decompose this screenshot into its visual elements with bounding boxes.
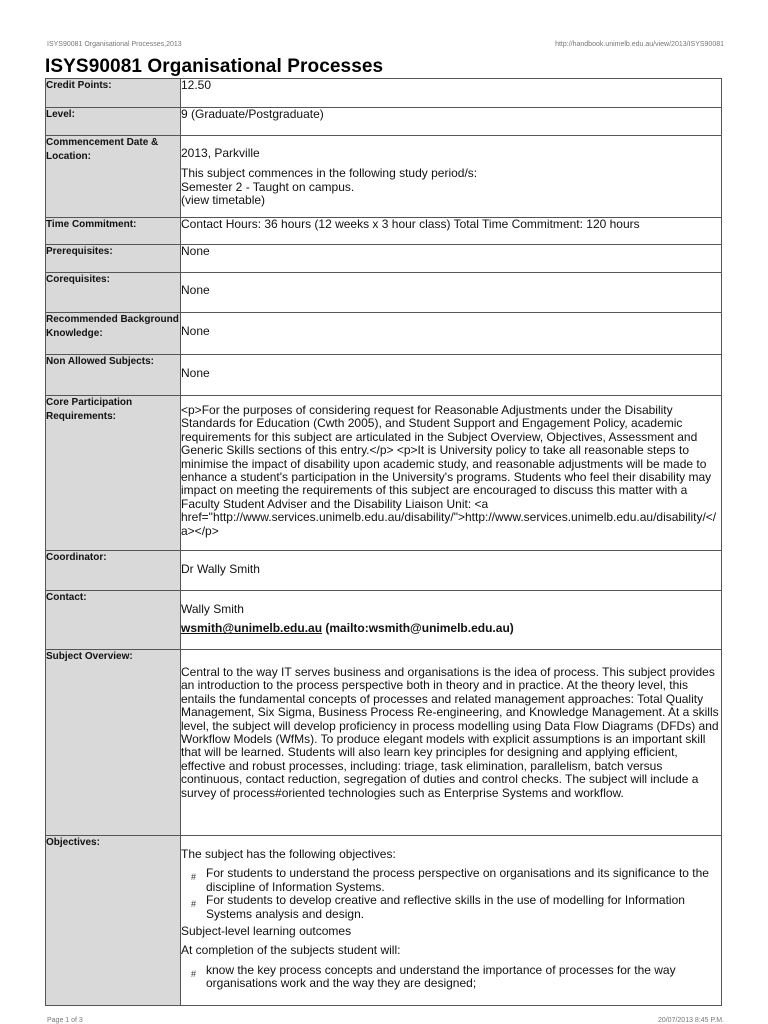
commencement-semester: Semester 2 - Taught on campus.: [181, 179, 355, 194]
hash-bullet-icon: #: [191, 968, 197, 979]
value-non-allowed-subjects: None: [181, 355, 722, 396]
label-core-participation: Core Participation Requirements:: [46, 396, 181, 551]
row-coordinator: [46, 551, 722, 591]
row-recommended-knowledge: [46, 313, 722, 355]
page-header-url: http://handbook.unimelb.edu.au/view/2013/ISYS90081: [555, 41, 724, 48]
objectives-intro: The subject has the following objectives:: [181, 847, 396, 861]
label-corequisites: Corequisites:: [46, 273, 181, 313]
row-subject-overview: [46, 650, 722, 836]
value-core-participation: <p>For the purposes of considering request for Reasonable Adjustments under the Disability Standards for Education (Cwth 2005), and Student Support and Engagement Policy, academic requirements for this subject are articulated in the Subject Overview, Objectives, Assessment and Generic Skills sections of this entry.</p> <p>It is University policy to take all reasonable steps to minimise the impact of disability upon academic study, and reasonable adjustments will be made to enhance a student's participation in the University's programs. Students who feel their disability may impact on meeting the requirements of this subject are encouraged to discuss this matter with a Faculty Student Adviser and the Disability Liaison Unit: <a href="http://www.services.unimelb.edu.au/disability/">http://www.services.unimelb.edu.au/disability/</a></p>: [181, 396, 722, 551]
value-coordinator: Dr Wally Smith: [181, 551, 722, 591]
outcomes-intro: At completion of the subjects student will:: [181, 943, 401, 958]
value-objectives: [181, 836, 722, 1006]
contact-mailto: (mailto:wsmith@unimelb.edu.au): [325, 621, 514, 636]
row-core-participation: [46, 396, 722, 551]
contact-email-link[interactable]: wsmith@unimelb.edu.au: [181, 621, 323, 636]
label-contact: Contact:: [46, 591, 181, 650]
row-non-allowed-subjects: [46, 355, 722, 396]
contact-name: Wally Smith: [181, 602, 244, 616]
label-time-commitment: Time Commitment:: [46, 218, 181, 245]
label-subject-overview: Subject Overview:: [46, 650, 181, 836]
objectives-list: [181, 867, 721, 921]
row-commencement: [46, 136, 722, 218]
label-non-allowed-subjects: Non Allowed Subjects:: [46, 355, 181, 396]
subject-details-table: [45, 78, 722, 1006]
outcomes-heading: Subject-level learning outcomes: [181, 924, 352, 939]
value-subject-overview: Central to the way IT serves business and organisations is the idea of process. This subject provides an introduction to the process perspective both in theory and in practice. At the theory level, this entails the fundamental concepts of processes and related management approaches: Total Quality Management, Six Sigma, Business Process Re-engineering, and Knowledge Management. At a skills level, the subject will develop proficiency in process modelling using Data Flow Diagrams (DFDs) and Workflow Models (WfMs). To produce elegant models with explicit assumptions is an important skill that will be learned. Students will also learn key principles for designing and applying efficient, effective and robust processes, including: triage, task elimination, parallelism, batch versus continuous, contact reduction, segregation of duties and control checks. The subject will include a survey of process#oriented technologies such as Enterprise Systems and workflow.: [181, 650, 722, 836]
value-recommended-knowledge: None: [181, 313, 722, 355]
label-credit-points: Credit Points:: [46, 79, 181, 108]
label-commencement: Commencement Date & Location:: [46, 136, 181, 218]
label-objectives: Objectives:: [46, 836, 181, 1006]
contact-email-line: [181, 622, 721, 635]
row-credit-points: [46, 79, 722, 108]
row-prerequisites: [46, 245, 722, 273]
row-corequisites: [46, 273, 722, 313]
value-commencement: [181, 136, 722, 218]
page-footer-timestamp: 20/07/2013 8:45 P.M.: [657, 1017, 724, 1024]
label-recommended-knowledge: Recommended Background Knowledge:: [46, 313, 181, 355]
commencement-study-period-intro: This subject commences in the following study period/s:: [181, 166, 478, 181]
value-credit-points: 12.50: [181, 79, 722, 108]
label-prerequisites: Prerequisites:: [46, 245, 181, 273]
list-item: # know the key process concepts and understand the importance of processes for the way organisations work and the way they are designed;: [191, 962, 676, 991]
row-time-commitment: [46, 218, 722, 245]
value-time-commitment: Contact Hours: 36 hours (12 weeks x 3 hour class) Total Time Commitment: 120 hours: [181, 218, 722, 245]
outcomes-list: [181, 964, 721, 991]
value-level: 9 (Graduate/Postgraduate): [181, 108, 722, 136]
page-footer-page-number: Page 1 of 3: [47, 1017, 83, 1024]
page-title: ISYS90081 Organisational Processes: [45, 56, 384, 77]
row-contact: [46, 591, 722, 650]
label-coordinator: Coordinator:: [46, 551, 181, 591]
value-prerequisites: None: [181, 245, 722, 273]
list-item: # For students to understand the process perspective on organisations and its significance to the discipline of Information Systems.: [191, 866, 709, 894]
view-timetable-link[interactable]: (view timetable): [181, 193, 266, 208]
list-item: # For students to develop creative and reflective skills in the use of modelling for Information Systems analysis and design.: [191, 893, 685, 921]
hash-bullet-icon: #: [191, 899, 197, 910]
page-header-left: ISYS90081 Organisational Processes,2013: [47, 41, 182, 48]
row-level: [46, 108, 722, 136]
commencement-date: 2013, Parkville: [181, 146, 260, 160]
value-contact: [181, 591, 722, 650]
value-corequisites: None: [181, 273, 722, 313]
label-level: Level:: [46, 108, 181, 136]
hash-bullet-icon: #: [191, 872, 197, 883]
row-objectives: [46, 836, 722, 1006]
